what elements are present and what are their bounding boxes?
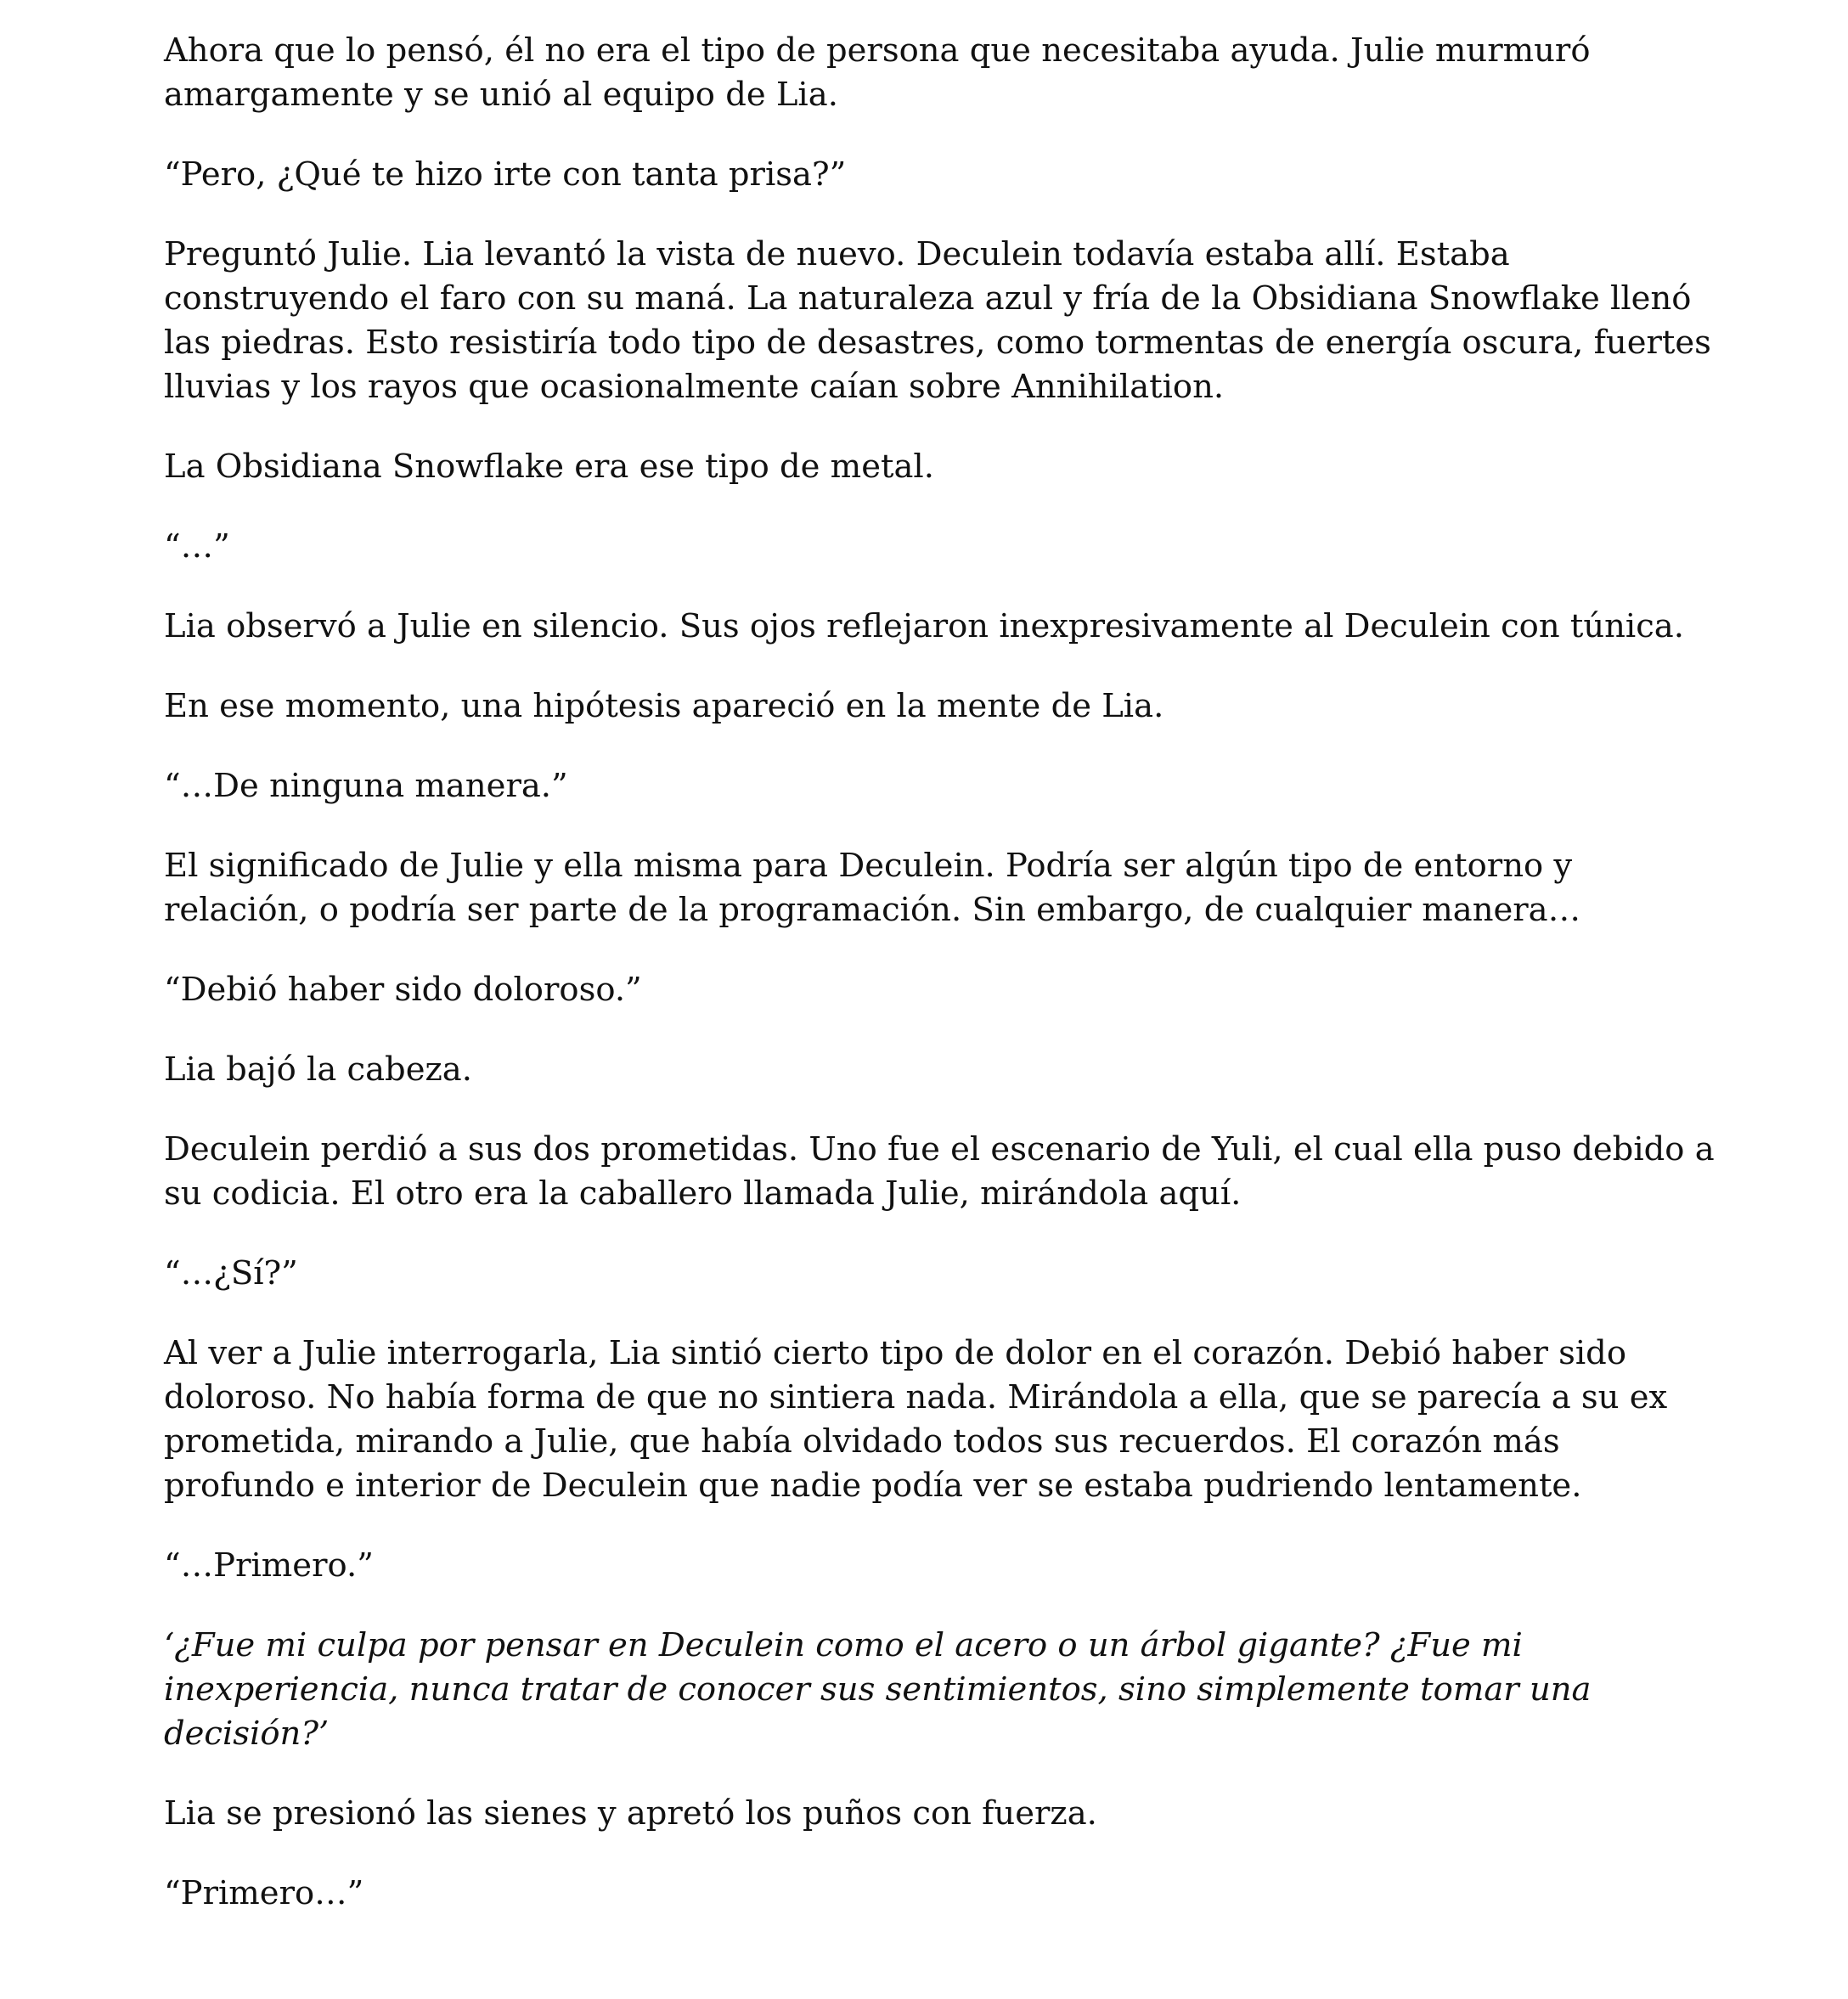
paragraph-15: “…Primero.” [164, 1546, 374, 1585]
paragraph-11: Lia bajó la cabeza. [164, 1050, 472, 1089]
paragraph-16-italic-thought: ‘¿Fue mi culpa por pensar en Deculein como el acero o un árbol gigante? ¿Fue mi inexperiencia, nunca tratar de conocer sus sentimientos, sino simplemente tomar una decisión?’ [164, 1626, 1592, 1753]
paragraph-14: Al ver a Julie interrogarla, Lia sintió cierto tipo de dolor en el corazón. Debió haber sido doloroso. No había forma de que no sintiera nada. Mirándola a ella, que se parecía a su ex prometida, mirando a Julie, que había olvidado todos sus recuerdos. El corazón más profundo e interior de Deculein que nadie podía ver se estaba pudriendo lentamente. [164, 1334, 1668, 1505]
paragraph-5: “…” [164, 527, 230, 566]
paragraph-17: Lia se presionó las sienes y apretó los puños con fuerza. [164, 1794, 1097, 1833]
paragraph-6: Lia observó a Julie en silencio. Sus ojos reflejaron inexpresivamente al Deculein con túnica. [164, 607, 1684, 645]
paragraph-4: La Obsidiana Snowflake era ese tipo de metal. [164, 448, 934, 486]
paragraph-3: Preguntó Julie. Lia levantó la vista de nuevo. Deculein todavía estaba allí. Estaba construyendo el faro con su maná. La naturaleza azul y fría de la Obsidiana Snowflake llenó las piedras. Esto resistiría todo tipo de desastres, como tormentas de energía oscura, fuertes lluvias y los rayos que ocasionalmente caían sobre Annihilation. [164, 235, 1711, 406]
paragraph-9: El significado de Julie y ella misma para Deculein. Podría ser algún tipo de entorno y relación, o podría ser parte de la programación. Sin embargo, de cualquier manera… [164, 847, 1581, 929]
paragraph-2: “Pero, ¿Qué te hizo irte con tanta prisa?” [164, 155, 847, 194]
paragraph-7: En ese momento, una hipótesis apareció en la mente de Lia. [164, 687, 1164, 725]
paragraph-13: “…¿Sí?” [164, 1254, 298, 1292]
paragraph-18: “Primero…” [164, 1874, 364, 1912]
paragraph-12: Deculein perdió a sus dos prometidas. Uno fue el escenario de Yuli, el cual ella puso debido a su codicia. El otro era la caballero llamada Julie, mirándola aquí. [164, 1130, 1715, 1213]
paragraph-1: Ahora que lo pensó, él no era el tipo de persona que necesitaba ayuda. Julie murmuró amargamente y se unió al equipo de Lia. [164, 31, 1591, 114]
paragraph-8: “…De ninguna manera.” [164, 767, 568, 805]
paragraph-10: “Debió haber sido doloroso.” [164, 971, 642, 1009]
document-page [164, 29, 1718, 1951]
